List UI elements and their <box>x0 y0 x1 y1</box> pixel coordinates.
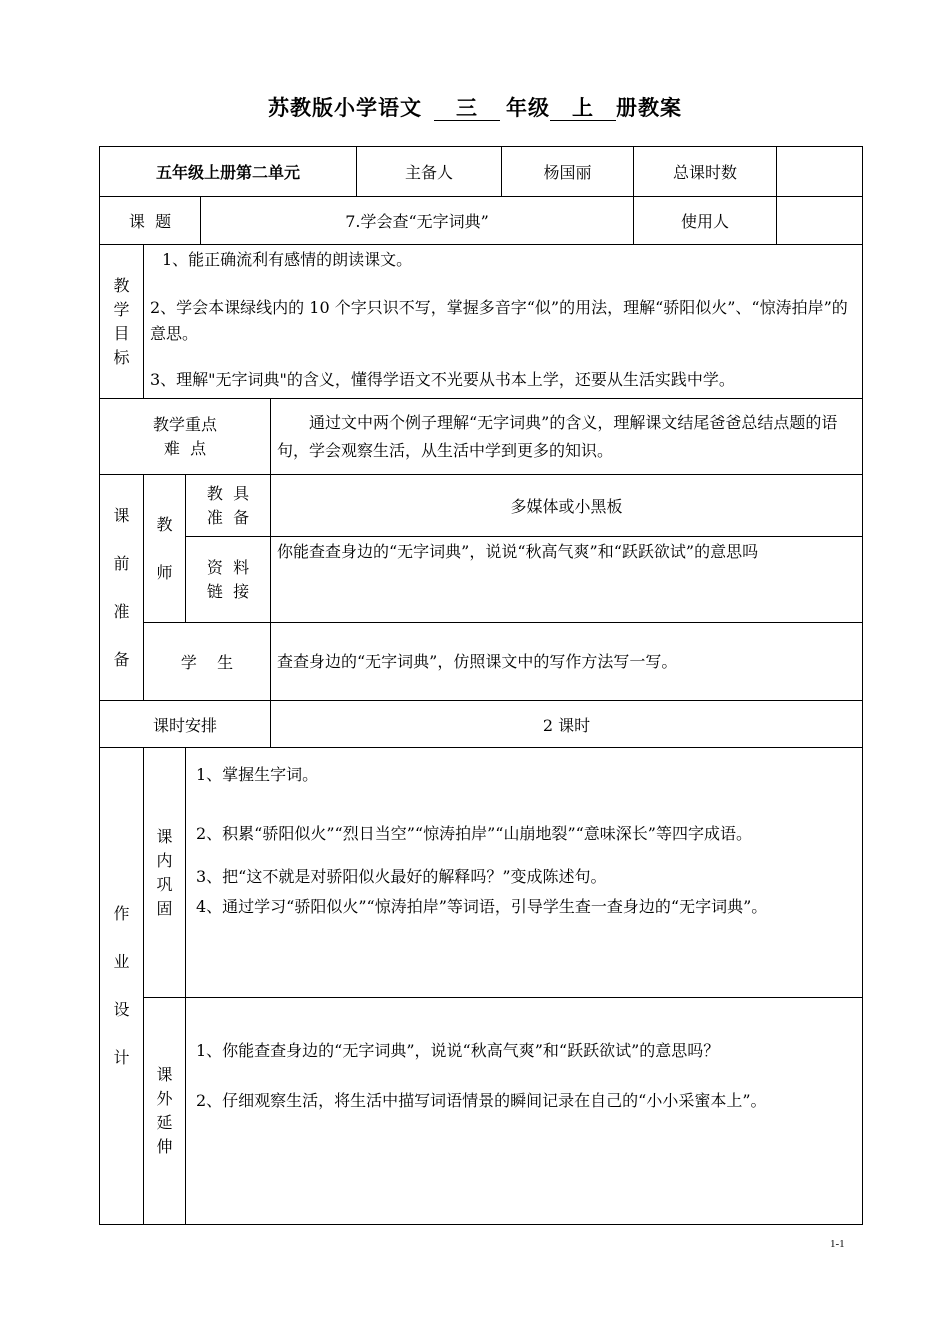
in-class-item: 2、积累“骄阳似火”“烈日当空”“惊涛拍岸”“山崩地裂”“意味深长”等四字成语。 <box>196 824 752 843</box>
key-points-label-line1: 教学重点 <box>152 414 217 434</box>
hours-value <box>777 147 863 197</box>
in-class-item: 1、掌握生字词。 <box>196 765 319 784</box>
in-class-item: 3、把“这不就是对骄阳似火最好的解释吗？”变成陈述句。 <box>196 867 607 886</box>
title-volume: 上 <box>550 96 616 121</box>
title-grade-suffix: 年级 <box>506 95 550 120</box>
schedule-value: 2 课时 <box>271 701 863 748</box>
topic-value: 7.学会查“无字词典” <box>201 197 634 245</box>
in-class-label <box>144 748 186 998</box>
topic-label: 课 题 <box>100 197 201 245</box>
resources-label-line2: 链 接 <box>206 581 250 601</box>
extension-label-text: 课 外 延 伸 <box>156 1065 173 1156</box>
resources-label <box>186 537 271 623</box>
prep-tools-row <box>100 475 863 537</box>
key-points-content: 通过文中两个例子理解“无字词典”的含义，理解课文结尾爸爸总结点题的语句，学会观察生活，从生活中学到更多的知识。 <box>271 399 863 475</box>
extension-content <box>186 998 863 1225</box>
student-label: 学 生 <box>144 623 271 701</box>
title-grade: 三 <box>434 96 500 121</box>
prep-label <box>100 475 144 701</box>
schedule-row <box>100 701 863 748</box>
goal-item: 1、能正确流利有感情的朗读课文。 <box>162 250 413 269</box>
tools-label-line2: 准 备 <box>206 507 250 527</box>
hours-label: 总课时数 <box>634 147 777 197</box>
prep-resources-row <box>100 537 863 623</box>
lead-label: 主备人 <box>357 147 502 197</box>
extension-item: 1、你能查查身边的“无字词典”，说说“秋高气爽”和“跃跃欲试”的意思吗？ <box>196 1041 720 1060</box>
page-number: 1-1 <box>830 1238 845 1250</box>
user-label: 使用人 <box>634 197 777 245</box>
in-class-item: 4、通过学习“骄阳似火”“惊涛拍岸”等词语，引导学生查一查身边的“无字词典”。 <box>196 897 768 916</box>
lesson-plan-table <box>99 146 863 1225</box>
in-class-content <box>186 748 863 998</box>
key-points-row <box>100 399 863 475</box>
tools-label <box>186 475 271 537</box>
teacher-label <box>144 475 186 623</box>
resources-label-line1: 资 料 <box>206 557 250 577</box>
header-row <box>100 147 863 197</box>
goals-content <box>144 245 863 399</box>
title-prefix: 苏教版小学语文 <box>268 95 422 120</box>
student-value: 查查身边的“无字词典”，仿照课文中的写作方法写一写。 <box>271 623 863 701</box>
extension-label <box>144 998 186 1225</box>
teacher-label-text: 教 师 <box>156 514 173 582</box>
goal-item: 2、学会本课绿线内的 10 个字只识不写，掌握多音字“似”的用法，理解“骄阳似火”、“惊涛拍岸”的意思。 <box>150 298 848 343</box>
resources-value: 你能查查身边的“无字词典”，说说“秋高气爽”和“跃跃欲试”的意思吗 <box>271 537 863 623</box>
prep-label-text: 课 前 准 备 <box>113 505 130 669</box>
user-value <box>777 197 863 245</box>
unit-cell: 五年级上册第二单元 <box>100 147 357 197</box>
prep-student-row <box>100 623 863 701</box>
page-title <box>0 92 950 122</box>
key-points-label-line2: 难 点 <box>163 438 207 458</box>
tools-value: 多媒体或小黑板 <box>271 475 863 537</box>
goals-row <box>100 245 863 399</box>
goals-label-text: 教 学 目 标 <box>113 275 130 367</box>
title-suffix: 册教案 <box>616 95 682 120</box>
tools-label-line1: 教 具 <box>206 483 250 503</box>
key-points-label <box>100 399 271 475</box>
homework-extension-row <box>100 998 863 1225</box>
homework-label <box>100 748 144 1225</box>
lead-value: 杨国丽 <box>502 147 634 197</box>
goals-label <box>100 245 144 399</box>
homework-inclass-row <box>100 748 863 998</box>
schedule-label: 课时安排 <box>100 701 271 748</box>
goal-item: 3、理解"无字词典"的含义，懂得学语文不光要从书本上学，还要从生活实践中学。 <box>150 370 735 389</box>
topic-row <box>100 197 863 245</box>
in-class-label-text: 课 内 巩 固 <box>156 826 173 918</box>
extension-item: 2、仔细观察生活，将生活中描写词语情景的瞬间记录在自己的“小小采蜜本上”。 <box>196 1091 767 1110</box>
homework-label-text: 作 业 设 计 <box>113 904 130 1067</box>
